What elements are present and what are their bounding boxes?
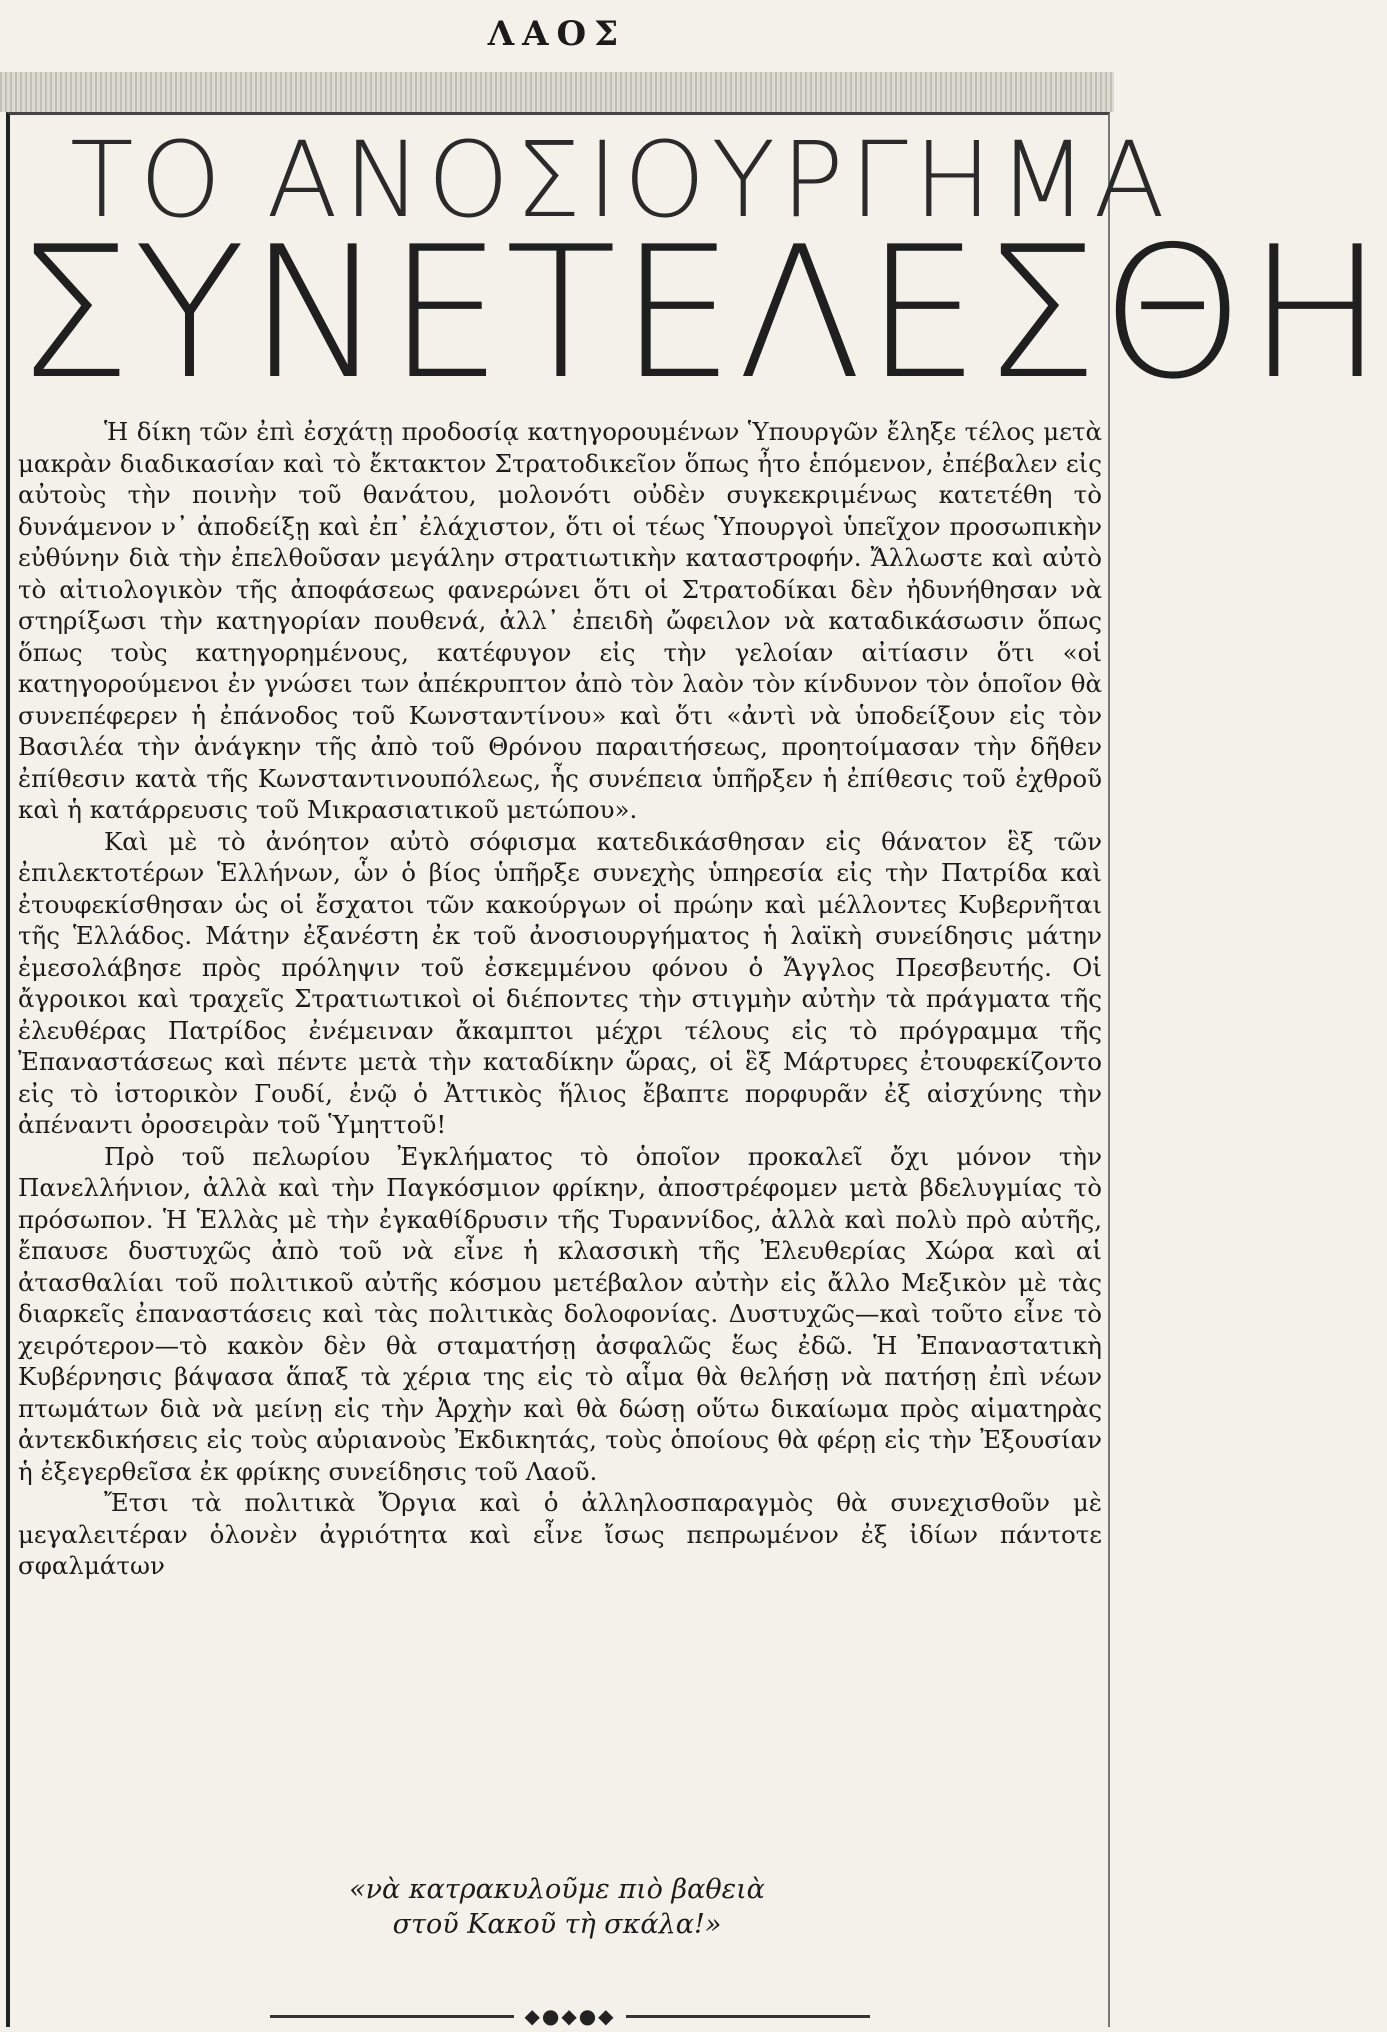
- article-paragraph: Πρὸ τοῦ πελωρίου Ἐγκλήματος τὸ ὁποῖον προκαλεῖ ὄχι μόνον τὴν Πανελλήνιον, ἀλλὰ καὶ τὴν Παγκόσμιον φρίκην, ἀποστρέφομεν μετὰ βδελυγμίας τὸ πρόσωπον. Ἡ Ἑλλὰς μὲ τὴν ἐγκαθίδρυσιν τῆς Τυραννίδος, ἀλλὰ καὶ πολὺ πρὸ αὐτῆς, ἔπαυσε δυστυχῶς ἀπὸ τοῦ νὰ εἶνε ἡ κλασσικὴ τῆς Ἐλευθερίας Χώρα καὶ αἱ ἀτασθαλίαι τοῦ πολιτικοῦ αὐτῆς κόσμου μετέβαλον αὐτὴν εἰς ἄλλο Μεξικὸν μὲ τὰς διαρκεῖς ἐπαναστάσεις καὶ τὰς πολιτικὰς δολοφονίας. Δυστυχῶς—καὶ τοῦτο εἶνε τὸ χειρότερον—τὸ κακὸν δὲν θὰ σταματήσῃ ἀσφαλῶς ἕως ἐδῶ. Ἡ Ἐπαναστατικὴ Κυβέρνησις βάψασα ἅπαξ τὰ χέρια της εἰς τὸ αἷμα θὰ θελήσῃ νὰ πατήσῃ ἐπὶ νέων πτωμάτων διὰ νὰ μείνῃ εἰς τὴν Ἀρχὴν καὶ θὰ δώσῃ οὕτω δικαίωμα πρὸς αἱματηρὰς ἀντεκδικήσεις εἰς τοὺς αὐριανοὺς Ἐκδικητάς, τοὺς ὁποίους θὰ φέρῃ εἰς τὴν Ἐξουσίαν ἡ ἐξεγερθεῖσα ἐκ φρίκης συνείδησις τοῦ Λαοῦ.: [18, 1141, 1102, 1486]
- ornament-rule-left: [270, 2015, 514, 2018]
- article-paragraph: Καὶ μὲ τὸ ἀνόητον αὐτὸ σόφισμα κατεδικάσθησαν εἰς θάνατον ἓξ τῶν ἐπιλεκτοτέρων Ἑλλήνων, ὧν ὁ βίος ὑπῆρξε συνεχὴς ὑπηρεσία εἰς τὴν Πατρίδα καὶ ἐτουφεκίσθησαν ὡς οἱ ἔσχατοι τῶν κακούργων οἱ πρώην καὶ μέλλοντες Κυβερνῆται τῆς Ἑλλάδος. Μάτην ἐξανέστη ἐκ τοῦ ἀνοσιουργήματος ἡ λαϊκὴ συνείδησις μάτην ἐμεσολάβησε πρὸς πρόληψιν τοῦ ἐσκεμμένου φόνου ὁ Ἄγγλος Πρεσβευτής. Οἱ ἄγροικοι καὶ τραχεῖς Στρατιωτικοὶ οἱ διέποντες τὴν στιγμὴν αὐτὴν τὰ πράγματα τῆς ἐλευθέρας Πατρίδος ἐνέμειναν ἄκαμπτοι μέχρι τέλους εἰς τὸ πρόγραμμα τῆς Ἐπαναστάσεως καὶ πέντε μετὰ τὴν καταδίκην ὥρας, οἱ ἓξ Μάρτυρες ἐτουφεκίζοντο εἰς τὸ ἱστορικὸν Γουδί, ἐνῷ ὁ Ἀττικὸς ἥλιος ἔβαπτε πορφυρᾶν ἐξ αἰσχύνης τὴν ἀπέναντι ὀροσειρὰν τοῦ Ὑμηττοῦ!: [18, 826, 1102, 1139]
- closing-quote-line-2: στοῦ Κακοῦ τὴ σκάλα!»: [392, 1909, 722, 1940]
- article-paragraph: Ἔτσι τὰ πολιτικὰ Ὄργια καὶ ὁ ἀλληλοσπαραγμὸς θὰ συνεχισθοῦν μὲ μεγαλειτέραν ὁλονὲν ἀγριότητα καὶ εἶνε ἴσως πεπρωμένον ἐξ ἰδίων πάντοτε σφαλμάτων: [18, 1488, 1102, 1580]
- article-body: [18, 416, 1102, 1866]
- ornament-rule-right: [626, 2015, 870, 2018]
- headline-line-1: ΤΟ ΑΝΟΣΙΟΥΡΓΗΜΑ: [70, 119, 1171, 241]
- ornament-icon: ◆●◆●◆: [524, 2004, 616, 2028]
- end-ornament: [270, 2006, 870, 2026]
- masthead: ΛΑΟΣ: [487, 14, 627, 54]
- article-paragraph: Ἡ δίκη τῶν ἐπὶ ἐσχάτῃ προδοσίᾳ κατηγορουμένων Ὑπουργῶν ἔληξε τέλος μετὰ μακρὰν διαδικασίαν καὶ τὸ ἔκτακτον Στρατοδικεῖον ὅπως ἦτο ἑπόμενον, ἐπέβαλεν εἰς αὐτοὺς τὴν ποινὴν τοῦ θανάτου, μολονότι οὐδὲν συγκεκριμένως κατετέθη τὸ δυνάμενον ν᾽ ἀποδείξῃ καὶ ἐπ᾽ ἐλάχιστον, ὅτι οἱ τέως Ὑπουργοὶ ὑπεῖχον προσωπικὴν εὐθύνην διὰ τὴν ἐπελθοῦσαν μεγάλην στρατιωτικὴν καταστροφήν. Ἄλλωστε καὶ αὐτὸ τὸ αἰτιολογικὸν τῆς ἀποφάσεως φανερώνει ὅτι οἱ Στρατοδίκαι δὲν ἠδυνήθησαν νὰ στηρίξωσι τὴν κατηγορίαν πουθενά, ἀλλ᾽ ἐπειδὴ ὤφειλον νὰ καταδικάσωσιν ὅπως ὅπως τοὺς κατηγορημένους, κατέφυγον εἰς τὴν γελοίαν αἰτίασιν ὅτι «οἱ κατηγορούμενοι ἐν γνώσει των ἀπέκρυπτον ἀπὸ τὸν λαὸν τὸν κίνδυνον τὸν ὁποῖον θὰ συνεπέφερεν ἡ ἐπάνοδος τοῦ Κωνσταντίνου» καὶ ὅτι «ἀντὶ νὰ ὑποδείξουν εἰς τὸν Βασιλέα τὴν ἀνάγκην τῆς ἀπὸ τοῦ Θρόνου παραιτήσεως, προητοίμασαν τὴν δῆθεν ἐπίθεσιν κατὰ τῆς Κωνσταντινουπόλεως, ἧς συνέπεια ὑπῆρξεν ἡ ἐπίθεσις τοῦ ἐχθροῦ καὶ ἡ κατάρρευσις τοῦ Μικρασιατικοῦ μετώπου».: [18, 417, 1102, 824]
- headline-line-2: ΣΥΝΕΤΕΛΕΣΘΗ: [16, 207, 1387, 419]
- masthead-band: [0, 72, 1114, 112]
- closing-quote: [0, 1872, 1114, 1942]
- closing-quote-line-1: «νὰ κατρακυλοῦμε πιὸ βαθειὰ: [349, 1874, 765, 1905]
